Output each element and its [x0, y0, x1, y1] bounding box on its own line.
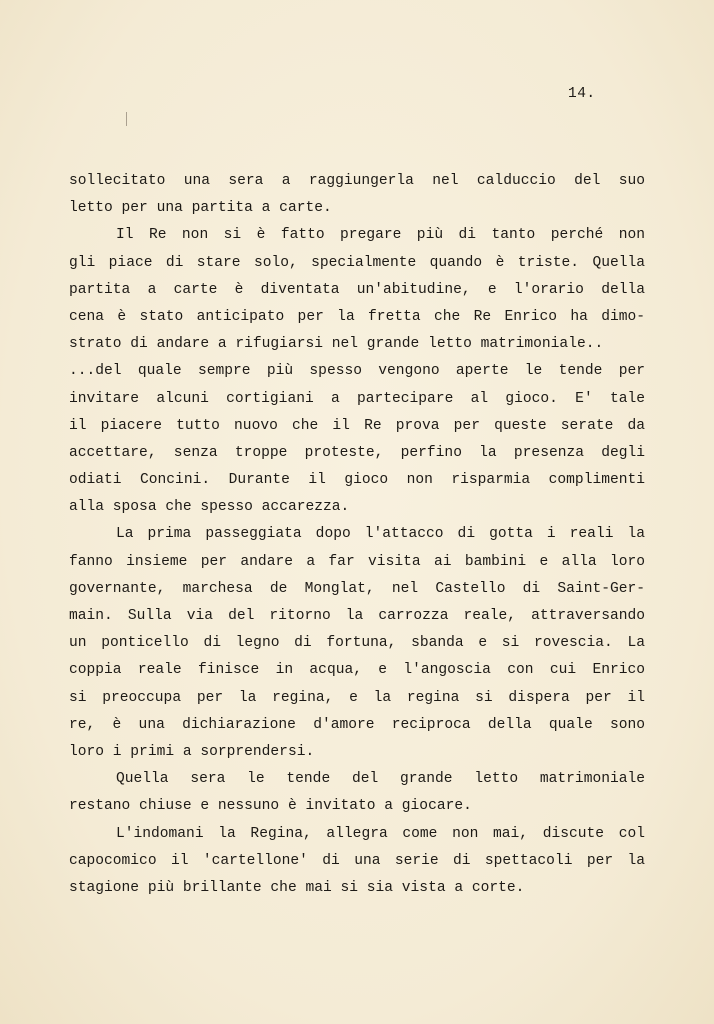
text-line: L'indomani la Regina, allegra come non mai, discute col: [116, 825, 645, 842]
text-line: accettare, senza troppe proteste, perfino la presenza degli: [69, 444, 645, 461]
text-line: main. Sulla via del ritorno la carrozza reale, attraversando: [69, 608, 645, 624]
text-line: La prima passeggiata dopo l'attacco di gotta i reali la: [116, 526, 645, 543]
text-line: re, è una dichiarazione d'amore reciproca della quale sono: [69, 716, 645, 733]
text-line: Il Re non si è fatto pregare più di tanto perché non: [116, 227, 645, 244]
text-line: Quella sera le tende del grande letto matrimoniale: [116, 771, 645, 788]
text-line: capocomico il 'cartellone' di una serie di spettacoli per la: [69, 852, 645, 869]
text-line: sollecitato una sera a raggiungerla nel calduccio del suo: [69, 173, 645, 189]
text-line: letto per una partita a carte.: [69, 200, 332, 217]
text-line: gli piace di stare solo, specialmente quando è triste. Quella: [69, 254, 645, 271]
text-line: odiati Concini. Durante il gioco non risparmia complimenti: [69, 472, 645, 489]
text-line: alla sposa che spesso accarezza.: [69, 499, 350, 516]
text-line: invitare alcuni cortigiani a partecipare al gioco. E' tale: [69, 390, 645, 407]
body-text: [69, 168, 645, 902]
text-line: loro i primi a sorprendersi.: [69, 743, 315, 760]
text-line: stagione più brillante che mai si sia vista a corte.: [69, 879, 525, 896]
text-line: il piacere tutto nuovo che il Re prova per queste serate da: [69, 417, 645, 434]
text-line: restano chiuse e nessuno è invitato a giocare.: [69, 798, 472, 815]
text-line: strato di andare a rifugiarsi nel grande letto matrimoniale..: [69, 336, 604, 353]
text-line: partita a carte è diventata un'abitudine, e l'orario della: [69, 281, 645, 298]
text-line: coppia reale finisce in acqua, e l'angoscia con cui Enrico: [69, 662, 645, 679]
text-line: cena è stato anticipato per la fretta che Re Enrico ha dimo-: [69, 308, 645, 325]
text-line: ...del quale sempre più spesso vengono aperte le tende per: [69, 363, 645, 380]
page-number: 14.: [568, 86, 596, 102]
text-line: fanno insieme per andare a far visita ai bambini e alla loro: [69, 553, 645, 570]
text-line: si preoccupa per la regina, e la regina si dispera per il: [69, 689, 645, 706]
text-line: un ponticello di legno di fortuna, sbanda e si rovescia. La: [69, 635, 645, 652]
text-line: governante, marchesa de Monglat, nel Castello di Saint-Ger-: [69, 580, 645, 597]
margin-mark: [126, 112, 127, 126]
